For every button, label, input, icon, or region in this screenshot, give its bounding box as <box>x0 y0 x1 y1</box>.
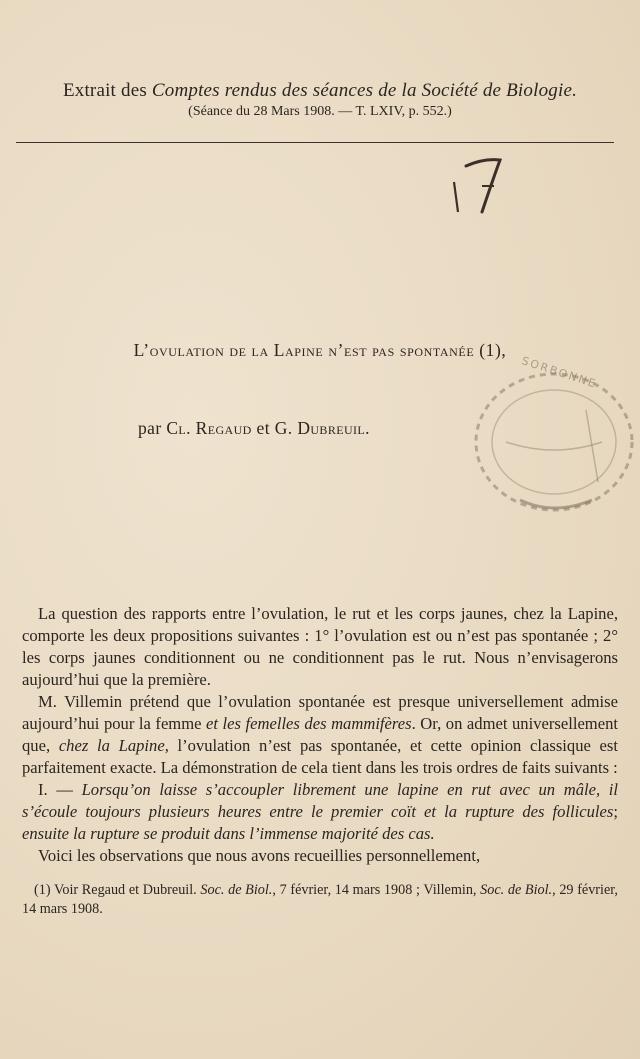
p3-italic: ensuite la rupture se produit dans l’immense majorité des cas. <box>22 824 435 843</box>
p2-text: M. Villemin prétend que l’ovulation spontanée est presque universellement admise aujourd’hui pour la femme <box>22 692 618 733</box>
author-dubreuil: G. Dubreuil. <box>274 418 370 438</box>
library-stamp <box>436 350 636 520</box>
author-regaud: Cl. Regaud <box>166 418 252 438</box>
p2-text: . Or, on admet universellement que, <box>22 714 618 755</box>
footnote-italic: Soc. de Biol. <box>480 882 553 898</box>
footnote-italic: Soc. de Biol. <box>200 882 273 898</box>
footnote <box>22 881 618 919</box>
paragraph-3 <box>22 779 618 845</box>
footnote-text: , 29 février, 14 mars 1908. <box>22 882 618 917</box>
footnote-text: (1) Voir Regaud et Dubreuil. <box>34 882 201 898</box>
paragraph-1: La question des rapports entre l’ovulation, le rut et les corps jaunes, chez la Lapine, comporte les deux propositions suivantes : 1° l’ovulation est ou n’est pas spontanée ; 2° les corps jaunes conditionnent ou ne conditionnent pas le rut. Nous n’envisagerons aujourd’hui que la première. <box>22 604 618 689</box>
article-body <box>22 603 618 867</box>
p3-italic: Lorsqu’on laisse s’accoupler librement une lapine en rut avec un mâle, il s’écoule toujours plusieurs heures entre le premier coït et la rupture des follicules <box>22 780 618 821</box>
p3-numeral: I. — <box>38 780 82 799</box>
p3-text: ; <box>613 802 618 821</box>
authors-conjunction: et <box>251 418 275 438</box>
footnote-text: , 7 février, 14 mars 1908 ; Villemin, <box>272 882 481 898</box>
authors-prefix: par <box>138 418 167 438</box>
journal-title: Comptes rendus des séances de la Société de Biologie. <box>151 80 578 101</box>
article-authors <box>138 418 370 439</box>
paragraph-4: Voici les observations que nous avons recueillies personnellement, <box>38 846 481 865</box>
session-line: (Séance du 28 Mars 1908. — T. LXIV, p. 552.) <box>188 104 452 119</box>
paragraph-2 <box>22 691 618 779</box>
handwritten-number <box>448 152 508 216</box>
p2-text: , l’ovulation n’est pas spontanée, et cette opinion classique est parfaitement exacte. La démonstration de cela tient dans les trois ordres de faits suivants : <box>22 736 618 777</box>
journal-header <box>0 80 640 102</box>
extract-prefix: Extrait des <box>62 80 152 101</box>
header-rule <box>16 142 614 143</box>
title-text: L’ovulation de la Lapine n’est pas spontanée (1), <box>133 340 507 360</box>
p2-italic: et les femelles des mammifères <box>206 714 412 733</box>
p2-italic: chez la Lapine <box>58 736 165 755</box>
stamp-text: SORBONNE <box>519 354 599 391</box>
